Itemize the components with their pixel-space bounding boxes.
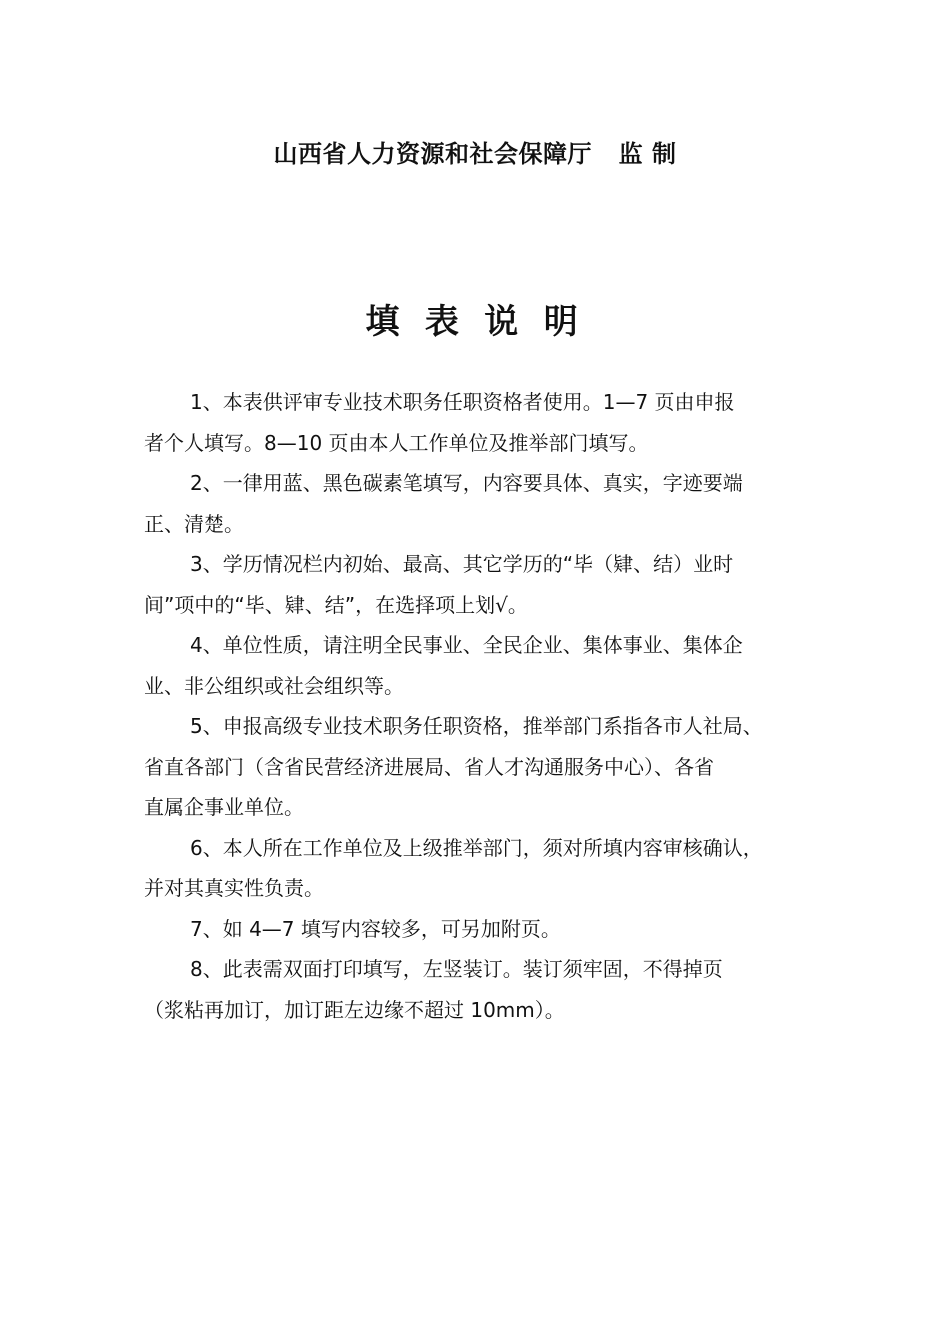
instruction-line: 者个人填写。8—10 页由本人工作单位及推举部门填写。 [144,430,649,455]
instruction-line: （浆粘再加订，加订距左边缘不超过 10mm）。 [144,997,565,1022]
instruction-line: 并对其真实性负责。 [144,876,324,900]
instruction-line: 4、单位性质，请注明全民事业、全民企业、集体事业、集体企 [190,633,743,657]
instruction-line: 3、学历情况栏内初始、最高、其它学历的“毕（肄、结）业时 [190,552,734,576]
instruction-line: 省直各部门（含省民营经济进展局、省人才沟通服务中心）、各省 [144,754,714,779]
instruction-line: 正、清楚。 [144,511,244,536]
instructions-body [144,382,824,1030]
instruction-line: 1、本表供评审专业技术职务任职资格者使用。1—7 页由申报 [190,390,735,414]
instruction-line: 间”项中的“毕、肄、结”，在选择项上划√。 [144,592,528,617]
instruction-line: 2、一律用蓝、黑色碳素笔填写，内容要具体、真实，字迹要端 [190,471,743,495]
instruction-line: 直属企事业单位。 [144,795,304,819]
instruction-line: 8、此表需双面打印填写，左竖装订。装订须牢固，不得掉页 [190,957,723,981]
instruction-line: 业、非公组织或社会组织等。 [144,673,404,698]
page-title: 填 表 说 明 [365,302,585,342]
instruction-line: 5、申报高级专业技术职务任职资格，推举部门系指各市人社局、 [190,714,763,738]
issuer-line: 山西省人力资源和社会保障厅 监 制 [273,140,677,168]
instruction-line: 7、如 4—7 填写内容较多，可另加附页。 [190,916,561,941]
instruction-line: 6、本人所在工作单位及上级推举部门，须对所填内容审核确认， [190,835,763,860]
